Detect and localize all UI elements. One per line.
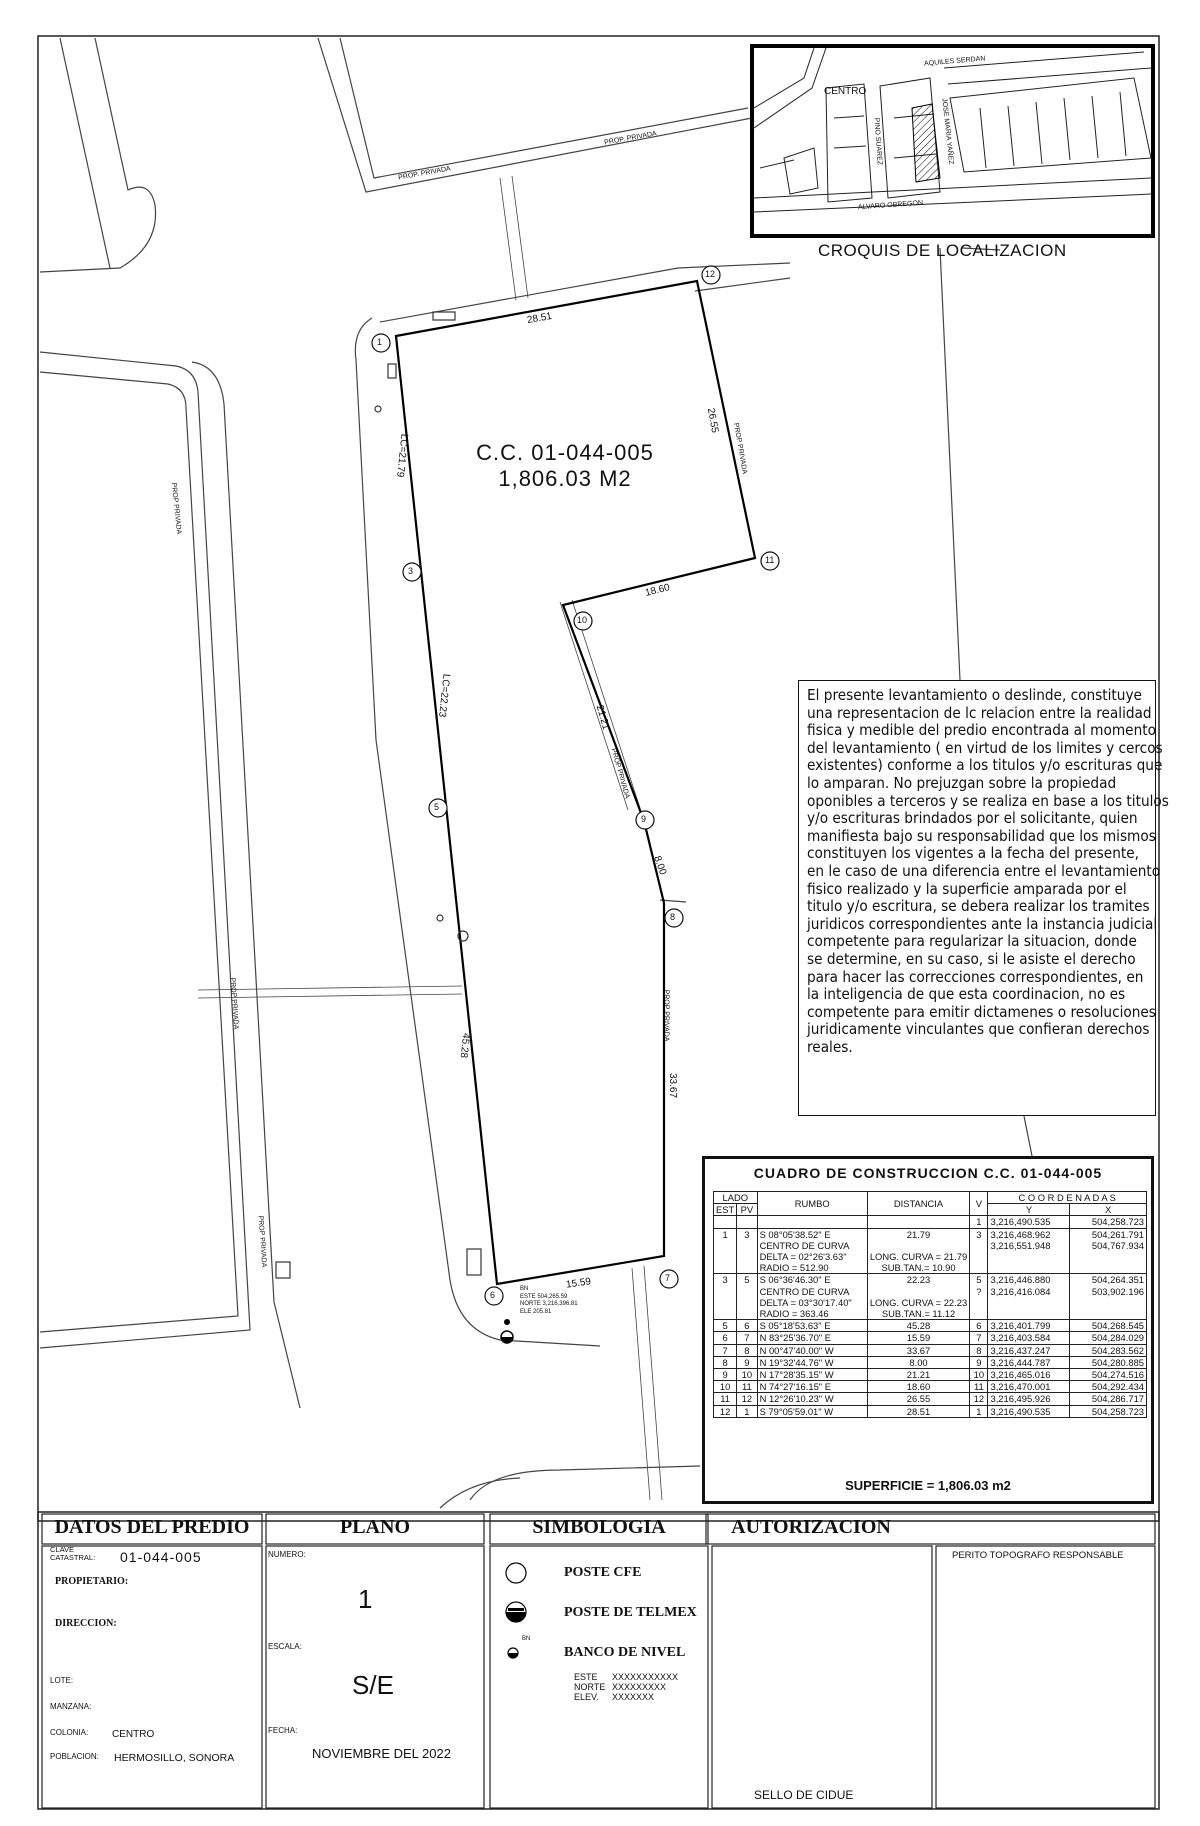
- table-cell-v: 3: [970, 1228, 988, 1274]
- table-cell-rumbo: [757, 1216, 867, 1228]
- street-label: ALVARO OBREGON: [857, 199, 924, 212]
- table-cell-rumbo: N 00°47'40.00" W: [757, 1344, 867, 1356]
- table-row: [714, 1216, 1147, 1228]
- propietario-label: PROPIETARIO:: [55, 1576, 129, 1587]
- bn-norte-label: NORTE: [574, 1682, 606, 1692]
- table-cell-v: 6: [970, 1320, 988, 1332]
- disclaimer-line: juridicos correspondientes ante la instancia judicial: [807, 914, 1158, 933]
- table-cell-pv: 10: [737, 1369, 757, 1381]
- table-cell-pv: 6: [737, 1320, 757, 1332]
- table-cell-est: 11: [714, 1393, 737, 1405]
- parcel-boundary: [396, 281, 755, 1284]
- table-cell-v: 1: [970, 1405, 988, 1417]
- table-cell-v: 9: [970, 1356, 988, 1368]
- table-cell-y: 3,216,470.001: [988, 1381, 1070, 1393]
- table-cell-pv: 9: [737, 1356, 757, 1368]
- table-cell-dist: 26.55: [867, 1393, 969, 1405]
- prop-privada-label: PROP PRIVADA: [228, 977, 240, 1030]
- table-cell-x: 504,274.516: [1070, 1369, 1147, 1381]
- bn-plan-tag: BN: [520, 1286, 529, 1292]
- table-cell-v: 10: [970, 1369, 988, 1381]
- bn-plan-label: [520, 1286, 578, 1316]
- table-cell-x: 504,283.562: [1070, 1344, 1147, 1356]
- table-cell-pv: 3: [737, 1228, 757, 1274]
- table-cell-rumbo: N 83°25'36.70" E: [757, 1332, 867, 1344]
- construction-table: [702, 1156, 1154, 1504]
- header-lado: LADO: [714, 1192, 758, 1204]
- table-cell-pv: 5: [737, 1274, 757, 1320]
- side-length: 8.00: [651, 854, 669, 877]
- street-label: AQUILES SERDAN: [923, 55, 986, 68]
- prop-privada-label: PROP. PRIVADA: [603, 130, 658, 147]
- prop-privada-label: PROP. PRIVADA: [397, 165, 452, 182]
- disclaimer-line: competente para regularizar la situacion, donde: [807, 932, 1137, 951]
- prop-privada-label: PROP PRIVADA: [169, 482, 183, 535]
- poblacion-label: POBLACION:: [50, 1752, 99, 1761]
- table-cell-y: 3,216,495.926: [988, 1393, 1070, 1405]
- table-row: [714, 1320, 1147, 1332]
- datos-header: DATOS DEL PREDIO: [54, 1516, 250, 1538]
- direccion-label: DIRECCION:: [55, 1618, 117, 1629]
- table-cell-y: 3,216,444.787: [988, 1356, 1070, 1368]
- table-row: [714, 1393, 1147, 1405]
- table-cell-est: [714, 1216, 737, 1228]
- table-cell-x: 504,292.434: [1070, 1381, 1147, 1393]
- table-cell-est: 10: [714, 1381, 737, 1393]
- side-length: 45.28: [457, 1032, 472, 1059]
- symbol-banco-nivel: BANCO DE NIVEL: [564, 1645, 686, 1660]
- perito-label: PERITO TOPOGRAFO RESPONSABLE: [952, 1550, 1124, 1561]
- table-cell-dist: 15.59: [867, 1332, 969, 1344]
- table-cell-y: 3,216,468.962 3,216,551.948: [988, 1228, 1070, 1274]
- disclaimer-line: El presente levantamiento o deslinde, constituye: [807, 686, 1142, 704]
- table-cell-pv: 12: [737, 1393, 757, 1405]
- table-cell-dist: 21.79 LONG. CURVA = 21.79 SUB.TAN.= 10.90: [867, 1228, 969, 1274]
- prop-privada-label: PROP PRIVADA: [609, 747, 631, 800]
- table-cell-v: 7: [970, 1332, 988, 1344]
- location-sketch: [750, 44, 1155, 238]
- vertex-label: 9: [641, 814, 647, 824]
- table-cell-est: 6: [714, 1332, 737, 1344]
- colonia-value: CENTRO: [112, 1729, 155, 1740]
- prop-privada-label: PROP PRIVADA: [731, 422, 748, 475]
- table-cell-dist: 18.60: [867, 1381, 969, 1393]
- street-label: CENTRO: [824, 86, 867, 97]
- table-cell-x: 504,284.029: [1070, 1332, 1147, 1344]
- disclaimer-line: juridicamente vinculantes que confieran derechos: [807, 1020, 1150, 1039]
- table-cell-est: 5: [714, 1320, 737, 1332]
- lote-label: LOTE:: [50, 1676, 74, 1685]
- disclaimer-line: una representacion de lc relacion entre la realidad: [807, 703, 1152, 722]
- table-cell-x: 504,286.717: [1070, 1393, 1147, 1405]
- disclaimer-line: manifiesta bajo su responsabilidad que los mismos: [807, 826, 1156, 845]
- table-cell-est: 1: [714, 1228, 737, 1274]
- table-cell-y: 3,216,401.799: [988, 1320, 1070, 1332]
- bn-fields: [574, 1672, 678, 1702]
- vertex-label: 5: [434, 802, 440, 812]
- construction-table-title: CUADRO DE CONSTRUCCION C.C. 01-044-005: [753, 1165, 1103, 1181]
- construction-table-grid: [713, 1191, 1147, 1418]
- table-row: [714, 1381, 1147, 1393]
- bn-elev-label: ELEV.: [574, 1692, 599, 1702]
- disclaimer-line: fisico realizado y la superficie amparada por el: [807, 879, 1127, 898]
- table-row: [714, 1369, 1147, 1381]
- construction-table-body: [714, 1216, 1147, 1417]
- manzana-label: MANZANA:: [50, 1702, 92, 1711]
- side-length: 26.55: [704, 407, 721, 434]
- table-cell-dist: 33.67: [867, 1344, 969, 1356]
- table-header-row: [714, 1192, 1147, 1204]
- parcel-id: C.C. 01-044-005: [476, 440, 654, 465]
- disclaimer-line: y/o escrituras brindados por el solicitante, quien: [807, 809, 1138, 828]
- vertex-label: 1: [377, 337, 383, 347]
- disclaimer-line: en le caso de una diferencia entre el levantamiento: [807, 861, 1161, 880]
- street-label: PINO SUAREZ: [872, 117, 883, 166]
- side-length: LC=21.79: [394, 433, 410, 478]
- table-row: [714, 1356, 1147, 1368]
- table-cell-x: 504,280.885: [1070, 1356, 1147, 1368]
- table-cell-est: 9: [714, 1369, 737, 1381]
- vertex-label: 3: [408, 566, 414, 576]
- side-length: 18.60: [644, 582, 671, 599]
- table-row: [714, 1228, 1147, 1274]
- bn-norte-value: XXXXXXXXX: [612, 1682, 667, 1692]
- disclaimer-line: constituyen los vigentes a la fecha del presente,: [807, 844, 1139, 863]
- table-cell-dist: 8.00: [867, 1356, 969, 1368]
- disclaimer-line: se determine, en su caso, si le asiste el derecho: [807, 949, 1136, 968]
- side-length: 21.21: [593, 703, 612, 732]
- disclaimer-line: para hacer las correcciones correspondientes, en: [807, 967, 1144, 986]
- autorizacion-header: AUTORIZACION: [731, 1516, 891, 1538]
- disclaimer-line: reales.: [807, 1037, 853, 1056]
- table-cell-x: 504,261.791 504,767.934: [1070, 1228, 1147, 1274]
- vertex-label: 10: [577, 615, 588, 625]
- table-cell-dist: 21.21: [867, 1369, 969, 1381]
- table-cell-y: 3,216,490.535: [988, 1216, 1070, 1228]
- table-cell-rumbo: S 06°36'46.30" E CENTRO DE CURVA DELTA = 03°30'17.40" RADIO = 363.46: [757, 1274, 867, 1320]
- table-cell-pv: 8: [737, 1344, 757, 1356]
- vertex-label: 8: [670, 912, 676, 922]
- disclaimer-line: competente para emitir dictamenes o resoluciones: [807, 1002, 1156, 1021]
- table-cell-x: 504,258.723: [1070, 1216, 1147, 1228]
- vertex-label: 11: [765, 555, 775, 565]
- table-cell-rumbo: N 74°27'16.15" E: [757, 1381, 867, 1393]
- disclaimer-line: existentes) conforme a los titulos y/o escrituras que: [807, 756, 1163, 775]
- numero-label: NUMERO:: [268, 1550, 306, 1559]
- symbol-poste-telmex: POSTE DE TELMEX: [564, 1605, 697, 1620]
- bn-marker: [501, 1319, 513, 1343]
- table-cell-dist: 28.51: [867, 1405, 969, 1417]
- escala-label: ESCALA:: [268, 1642, 302, 1651]
- location-sketch-map: [754, 48, 1151, 234]
- header-y: Y: [988, 1204, 1070, 1216]
- parcel-area: 1,806.03 M2: [498, 466, 632, 491]
- table-cell-rumbo: S 79°05'59.01" W: [757, 1405, 867, 1417]
- bn-plan-line: ELE 205.81: [520, 1308, 552, 1315]
- parcel-label: [455, 440, 675, 492]
- bn-plan-line: ESTE 504,265.59: [520, 1293, 568, 1300]
- header-x: X: [1070, 1204, 1147, 1216]
- table-cell-y: 3,216,465.016: [988, 1369, 1070, 1381]
- disclaimer-line: oponibles a terceros y se realiza en base a los titulos: [807, 791, 1169, 810]
- table-cell-y: 3,216,403.584: [988, 1332, 1070, 1344]
- superficie-total: SUPERFICIE = 1,806.03 m2: [845, 1478, 1011, 1493]
- table-cell-rumbo: N 17°28'35.15" W: [757, 1369, 867, 1381]
- table-cell-v: 11: [970, 1381, 988, 1393]
- table-cell-x: 504,268.545: [1070, 1320, 1147, 1332]
- table-cell-dist: 22.23 LONG. CURVA = 22.23 SUB.TAN.= 11.12: [867, 1274, 969, 1320]
- poblacion-value: HERMOSILLO, SONORA: [114, 1752, 235, 1764]
- table-cell-rumbo: N 19°32'44.76" W: [757, 1356, 867, 1368]
- numero-value: 1: [358, 1584, 373, 1614]
- table-cell-pv: 1: [737, 1405, 757, 1417]
- simbologia-header: SIMBOLOGIA: [532, 1516, 666, 1538]
- side-length: LC=22.23: [436, 673, 452, 718]
- table-cell-v: 1: [970, 1216, 988, 1228]
- disclaimer-line: la inteligencia de que esta coordinacion, no es: [807, 985, 1126, 1004]
- bn-este-value: XXXXXXXXXXX: [612, 1672, 679, 1682]
- colonia-label: COLONIA:: [50, 1728, 89, 1737]
- fecha-value: NOVIEMBRE DEL 2022: [312, 1746, 451, 1761]
- table-row: [714, 1405, 1147, 1417]
- table-cell-y: 3,216,446.880 3,216,416.084: [988, 1274, 1070, 1320]
- disclaimer-line: titulo y/o escritura, se debera realizar los tramites: [807, 897, 1150, 916]
- table-cell-y: 3,216,437.247: [988, 1344, 1070, 1356]
- table-cell-pv: [737, 1216, 757, 1228]
- header-distancia: DISTANCIA: [867, 1192, 969, 1216]
- sello-cidue: SELLO DE CIDUE: [754, 1788, 854, 1802]
- vertex-label: 7: [665, 1273, 671, 1283]
- plano-header: PLANO: [340, 1516, 410, 1538]
- table-cell-v: 5 ?: [970, 1274, 988, 1320]
- table-cell-est: 3: [714, 1274, 737, 1320]
- side-length: 33.67: [667, 1072, 679, 1099]
- table-cell-dist: 45.28: [867, 1320, 969, 1332]
- table-row: [714, 1344, 1147, 1356]
- symbol-poste-cfe: POSTE CFE: [564, 1565, 642, 1580]
- table-cell-rumbo: S 05°18'53.63" E: [757, 1320, 867, 1332]
- header-pv: PV: [737, 1204, 757, 1216]
- header-est: EST: [714, 1204, 737, 1216]
- table-cell-pv: 7: [737, 1332, 757, 1344]
- disclaimer-line: fisica y medible del predio encontrada al momento: [807, 721, 1156, 740]
- escala-value: S/E: [352, 1670, 394, 1700]
- disclaimer-line: lo amparan. No prejuzgan sobre la propiedad: [807, 773, 1117, 792]
- header-rumbo: RUMBO: [757, 1192, 867, 1216]
- vertex-label: 12: [705, 269, 716, 279]
- table-cell-pv: 11: [737, 1381, 757, 1393]
- prop-privada-label: PROP PRIVADA: [662, 989, 670, 1042]
- clave-label: CLAVE CATASTRAL:: [50, 1545, 96, 1562]
- table-cell-dist: [867, 1216, 969, 1228]
- clave-value: 01-044-005: [120, 1549, 202, 1565]
- prop-privada-label: PROP PRIVADA: [256, 1215, 268, 1268]
- table-cell-rumbo: S 08°05'38.52" E CENTRO DE CURVA DELTA = 02°26'3.63" RADIO = 512.90: [757, 1228, 867, 1274]
- table-cell-v: 12: [970, 1393, 988, 1405]
- survey-disclaimer: [798, 680, 1169, 1116]
- table-row: [714, 1332, 1147, 1344]
- fecha-label: FECHA:: [268, 1726, 298, 1735]
- vertex-label: 6: [490, 1290, 496, 1300]
- side-length: 28.51: [526, 310, 553, 327]
- header-coordenadas: C O O R D E N A D A S: [988, 1192, 1147, 1204]
- location-sketch-title: CROQUIS DE LOCALIZACION: [818, 241, 1067, 260]
- symbol-bn-tag: BN: [522, 1636, 531, 1642]
- table-row: [714, 1274, 1147, 1320]
- disclaimer-line: del levantamiento ( en virtud de los limites y cercos: [807, 738, 1163, 757]
- bn-plan-line: NORTE 3,216,396.81: [520, 1301, 578, 1307]
- bn-este-label: ESTE: [574, 1672, 598, 1682]
- bn-elev-value: XXXXXXX: [612, 1692, 655, 1702]
- site-features: [276, 312, 481, 1278]
- table-cell-est: 8: [714, 1356, 737, 1368]
- table-cell-x: 504,258.723: [1070, 1405, 1147, 1417]
- side-length: 15.59: [565, 1276, 592, 1291]
- table-cell-x: 504,264.351 503,902.196: [1070, 1274, 1147, 1320]
- street-label: JOSE MARIA YAÑEZ: [940, 97, 955, 166]
- table-cell-v: 8: [970, 1344, 988, 1356]
- header-v: V: [970, 1192, 988, 1216]
- table-cell-est: 12: [714, 1405, 737, 1417]
- table-cell-rumbo: N 12°26'10.23" W: [757, 1393, 867, 1405]
- table-cell-est: 7: [714, 1344, 737, 1356]
- table-cell-y: 3,216,490.535: [988, 1405, 1070, 1417]
